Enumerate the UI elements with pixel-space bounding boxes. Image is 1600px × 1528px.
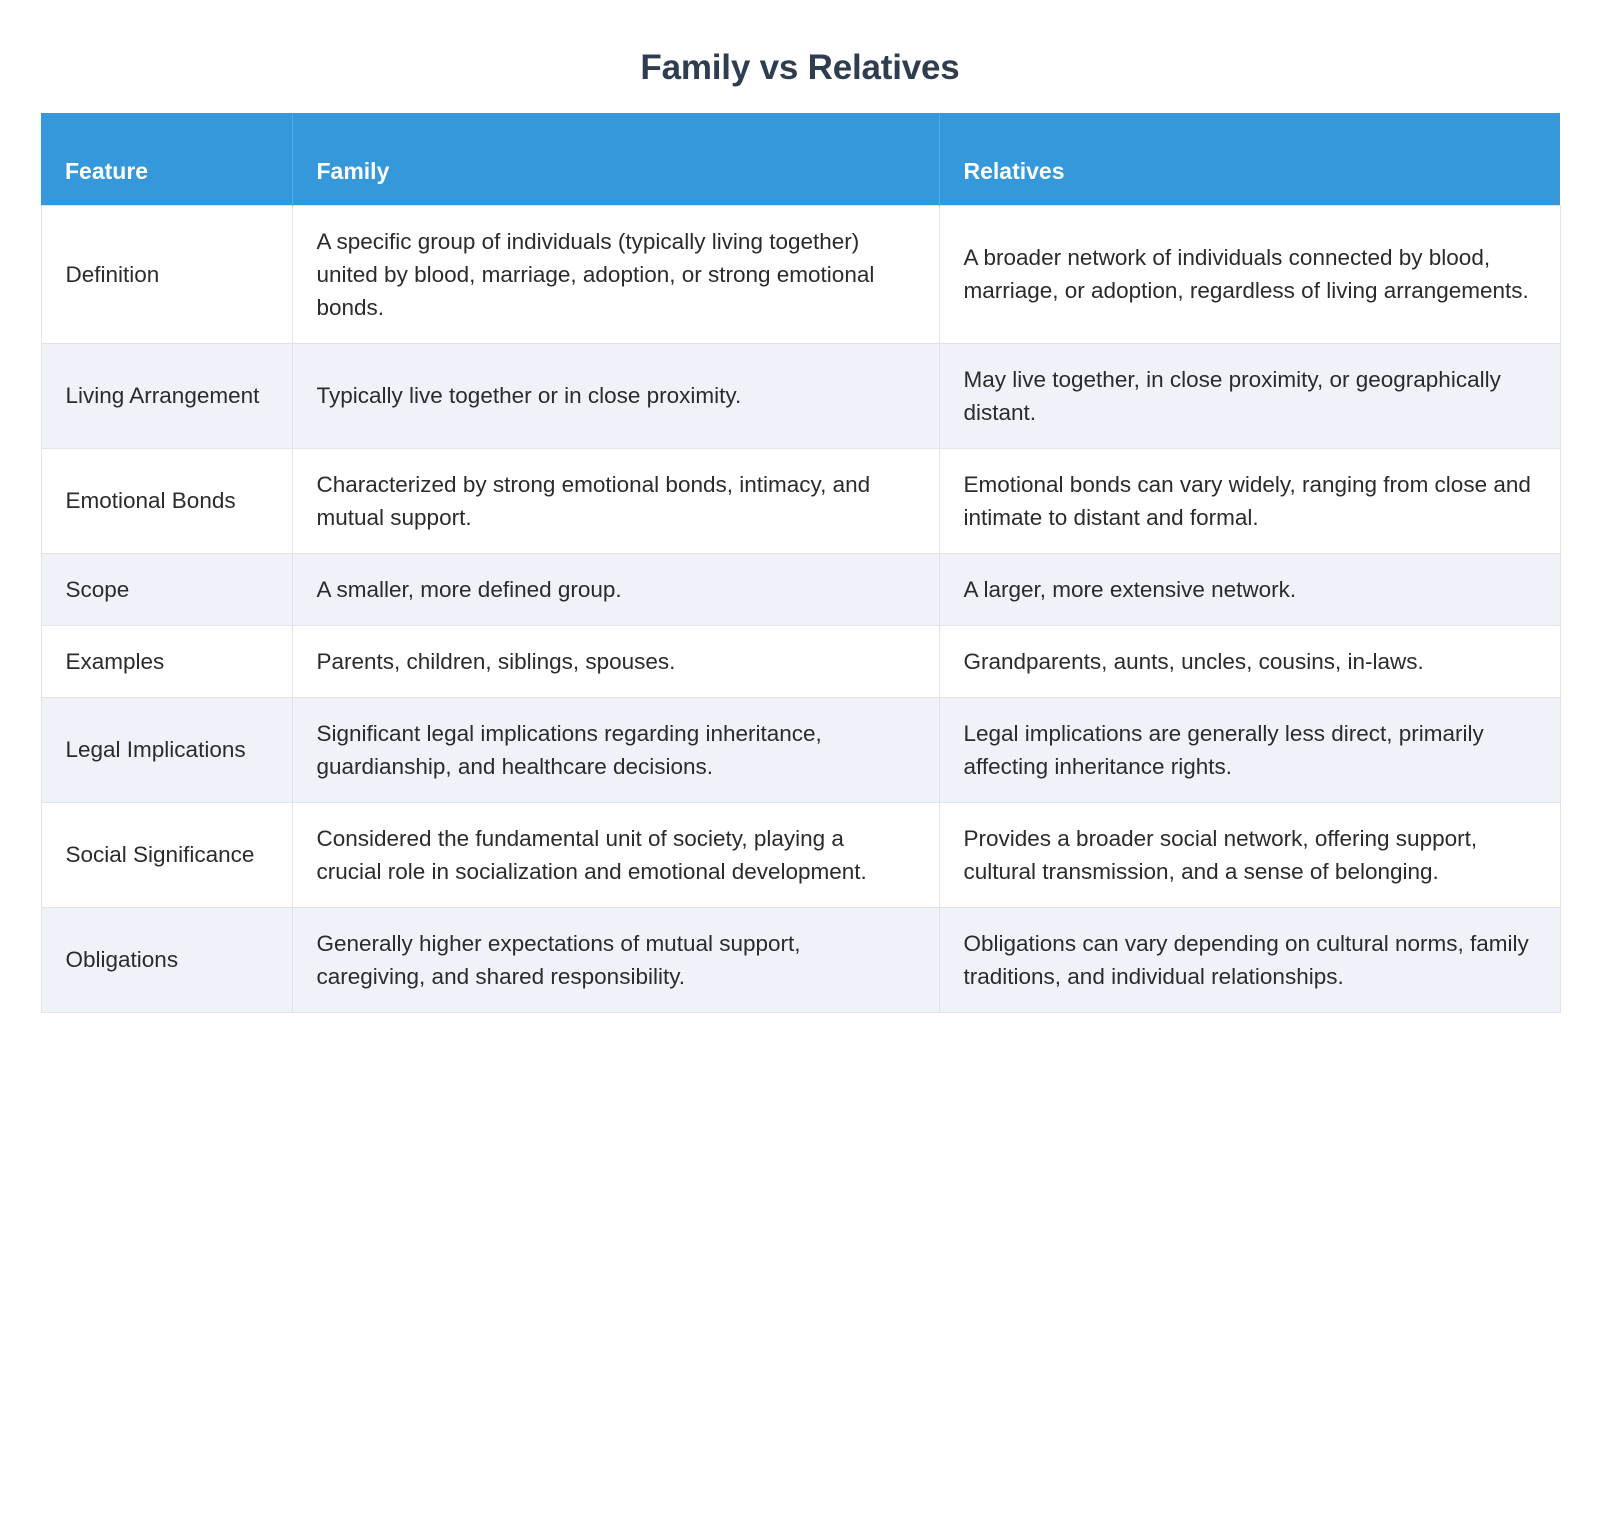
cell-feature: Living Arrangement bbox=[41, 343, 292, 448]
cell-family: A smaller, more defined group. bbox=[292, 553, 939, 625]
cell-family: Significant legal implications regarding inheritance, guardianship, and healthcare decisions. bbox=[292, 697, 939, 802]
table-body bbox=[41, 205, 1560, 1012]
comparison-table-container bbox=[41, 90, 1560, 1013]
cell-relatives: A broader network of individuals connected by blood, marriage, or adoption, regardless of living arrangements. bbox=[939, 205, 1560, 343]
cell-relatives: A larger, more extensive network. bbox=[939, 553, 1560, 625]
cell-feature: Social Significance bbox=[41, 802, 292, 907]
table-row bbox=[41, 448, 1560, 553]
cell-feature: Scope bbox=[41, 553, 292, 625]
cell-relatives: Emotional bonds can vary widely, ranging from close and intimate to distant and formal. bbox=[939, 448, 1560, 553]
cell-family: Characterized by strong emotional bonds, intimacy, and mutual support. bbox=[292, 448, 939, 553]
table-row bbox=[41, 802, 1560, 907]
column-header-family[interactable]: Family bbox=[292, 113, 939, 205]
cell-feature: Definition bbox=[41, 205, 292, 343]
table-header bbox=[41, 113, 1560, 205]
cell-family: Considered the fundamental unit of society, playing a crucial role in socialization and emotional development. bbox=[292, 802, 939, 907]
cell-relatives: Obligations can vary depending on cultural norms, family traditions, and individual relationships. bbox=[939, 907, 1560, 1012]
cell-family: Parents, children, siblings, spouses. bbox=[292, 625, 939, 697]
table-row bbox=[41, 343, 1560, 448]
cell-relatives: Legal implications are generally less direct, primarily affecting inheritance rights. bbox=[939, 697, 1560, 802]
table-row bbox=[41, 205, 1560, 343]
page-title: Family vs Relatives bbox=[640, 48, 960, 87]
cell-family: A specific group of individuals (typically living together) united by blood, marriage, adoption, or strong emotional bonds. bbox=[292, 205, 939, 343]
comparison-table bbox=[41, 113, 1561, 1013]
table-row bbox=[41, 907, 1560, 1012]
cell-feature: Emotional Bonds bbox=[41, 448, 292, 553]
cell-relatives: Provides a broader social network, offering support, cultural transmission, and a sense of belonging. bbox=[939, 802, 1560, 907]
cell-relatives: Grandparents, aunts, uncles, cousins, in-laws. bbox=[939, 625, 1560, 697]
cell-feature: Examples bbox=[41, 625, 292, 697]
table-row bbox=[41, 697, 1560, 802]
cell-feature: Obligations bbox=[41, 907, 292, 1012]
column-header-relatives[interactable]: Relatives bbox=[939, 113, 1560, 205]
cell-feature: Legal Implications bbox=[41, 697, 292, 802]
column-header-feature[interactable]: Feature bbox=[41, 113, 292, 205]
cell-relatives: May live together, in close proximity, or geographically distant. bbox=[939, 343, 1560, 448]
cell-family: Typically live together or in close proximity. bbox=[292, 343, 939, 448]
table-row bbox=[41, 625, 1560, 697]
header-row bbox=[41, 113, 1560, 205]
table-row bbox=[41, 553, 1560, 625]
cell-family: Generally higher expectations of mutual support, caregiving, and shared responsibility. bbox=[292, 907, 939, 1012]
